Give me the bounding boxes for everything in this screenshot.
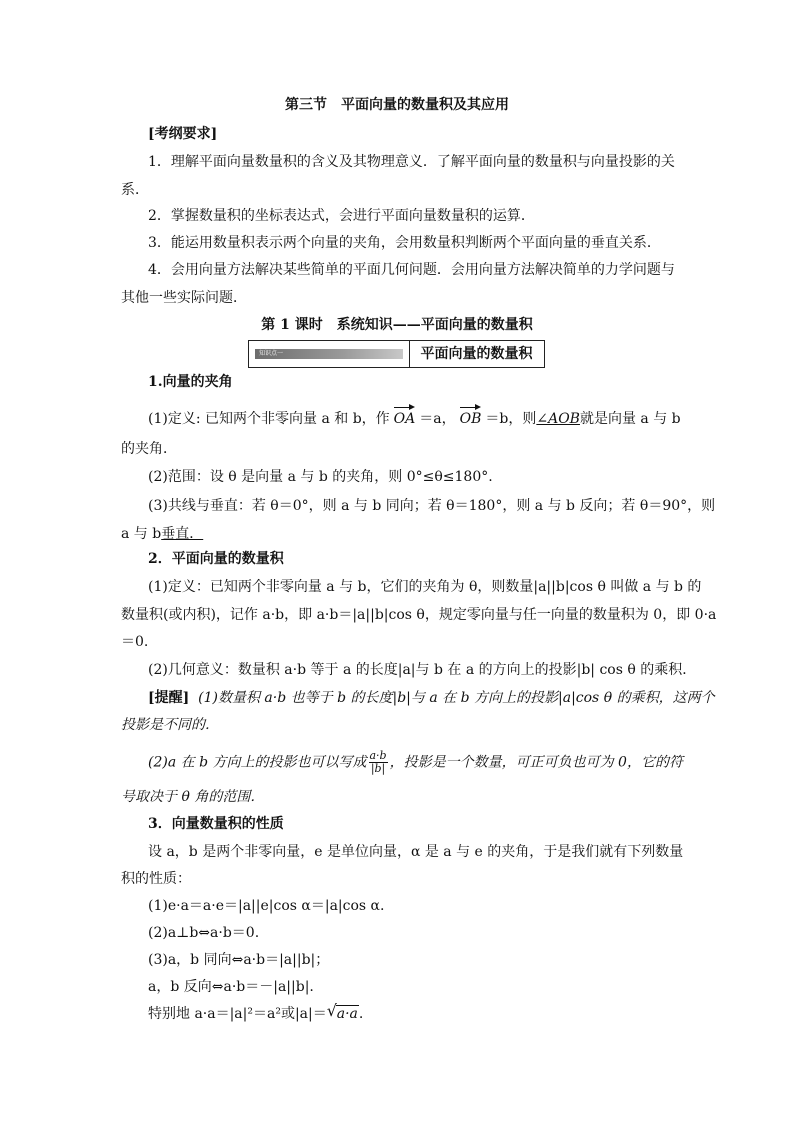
angle-def-mid: ＝a， [419, 411, 456, 427]
geometric-meaning: (2)几何意义：数量积 a·b 等于 a 的长度|a|与 b 在 a 的方向上的投影|b| cos θ 的乘积． [148, 662, 697, 678]
angle-definition-line-1 [148, 406, 681, 428]
property-4-prefix: 特别地 a·a＝|a|²＝a²或|a|＝ [148, 1006, 327, 1022]
property-3-same: (3)a，b 同向⇔a·b＝|a||b|； [148, 952, 330, 968]
reminder-2-prefix: (2)a 在 b 方向上的投影也可以写成 [148, 754, 367, 771]
property-1: (1)e·a＝a·e＝|a||e|cos α＝|a|cos α. [148, 898, 385, 914]
requirement-2: 2．掌握数量积的坐标表达式，会进行平面向量数量积的运算． [148, 208, 535, 224]
reminder-2-line-2: 号取决于 θ 角的范围． [121, 789, 265, 805]
reminder-label: [提醒] [148, 690, 190, 706]
property-2: (2)a⊥b⇔a·b＝0. [148, 925, 260, 941]
requirement-4-line-2: 其他一些实际问题． [121, 290, 247, 306]
property-4-suffix: . [358, 1006, 364, 1022]
reminder-2-suffix: ，投影是一个数量，可正可负也可为 0，它的符 [389, 754, 683, 771]
knowledge-point-tag-label: 知识点一 [259, 350, 284, 357]
reminder-1-text: (1)数量积 a·b 也等于 b 的长度|b|与 a 在 b 方向上的投影|a|cos θ 的乘积，这两个 [198, 690, 715, 706]
collinear-perpendicular: 垂直． [161, 526, 204, 542]
section2-heading: 2．平面向量的数量积 [148, 551, 284, 567]
requirement-4-line-1: 4．会用向量方法解决某些简单的平面几何问题．会用向量方法解决简单的力学问题与 [148, 262, 675, 278]
radical-sign: √ [326, 1001, 337, 1020]
section-title: 第三节 平面向量的数量积及其应用 [285, 97, 509, 113]
dot-definition-line-1: (1)定义：已知两个非零向量 a 与 b，它们的夹角为 θ，则数量|a||b|cos θ 叫做 a 与 b 的 [148, 579, 702, 595]
vector-oa: OA [394, 406, 416, 428]
properties-intro-line-2: 积的性质： [121, 871, 191, 887]
projection-fraction [369, 750, 388, 775]
section1-heading: 1.向量的夹角 [148, 374, 233, 390]
knowledge-point-title: 平面向量的数量积 [420, 346, 533, 362]
requirements-heading: [考纲要求] [148, 126, 218, 142]
lesson-title: 第 1 课时 系统知识——平面向量的数量积 [261, 317, 533, 333]
angle-def-prefix: (1)定义: 已知两个非零向量 a 和 b，作 [148, 411, 390, 427]
sqrt-expression [326, 1001, 359, 1023]
angle-def-mid2: ＝b，则 [485, 411, 537, 427]
angle-definition-line-2: 的夹角． [121, 441, 177, 457]
reminder-line-2: 投影是不同的． [121, 717, 219, 733]
dot-definition-line-2: 数量积(或内积)，记作 a·b，即 a·b＝|a||b|cos θ，规定零向量与任一向量的数量积为 0，即 0·a [121, 607, 717, 623]
property-3-opposite: a，b 反向⇔a·b＝－|a||b|. [148, 979, 314, 995]
collinear-line-1: (3)共线与垂直：若 θ＝0°，则 a 与 b 同向；若 θ＝180°，则 a 与 b 反向；若 θ＝90°，则 [148, 498, 716, 514]
knowledge-point-box [248, 340, 545, 368]
properties-intro-line-1: 设 a，b 是两个非零向量，e 是单位向量，α 是 a 与 e 的夹角，于是我们就有下列数量 [148, 844, 684, 860]
dot-definition-line-3: ＝0. [121, 634, 149, 650]
property-4 [148, 1001, 364, 1023]
collinear-line-2 [121, 525, 203, 543]
reminder-2-line-1 [148, 750, 683, 775]
reminder-line-1 [148, 689, 715, 707]
angle-aob: ∠AOB [536, 411, 580, 427]
requirement-1-line-1: 1．理解平面向量数量积的含义及其物理意义．了解平面向量的数量积与向量投影的关 [148, 154, 675, 170]
projection-numerator: a·b [369, 749, 387, 762]
collinear-prefix: a 与 b [121, 526, 162, 542]
angle-def-suffix: 就是向量 a 与 b [579, 411, 681, 427]
knowledge-point-tag [255, 349, 403, 359]
vector-ob: OB [460, 406, 482, 428]
angle-range: (2)范围：设 θ 是向量 a 与 b 的夹角，则 0°≤θ≤180°. [148, 469, 493, 485]
sqrt-radicand: a·a [336, 1006, 358, 1022]
section3-heading: 3．向量数量积的性质 [148, 816, 284, 832]
requirement-1-line-2: 系． [121, 182, 149, 198]
requirement-3: 3．能运用数量积表示两个向量的夹角，会用数量积判断两个平面向量的垂直关系． [148, 235, 661, 251]
projection-denominator: |b| [370, 762, 386, 775]
